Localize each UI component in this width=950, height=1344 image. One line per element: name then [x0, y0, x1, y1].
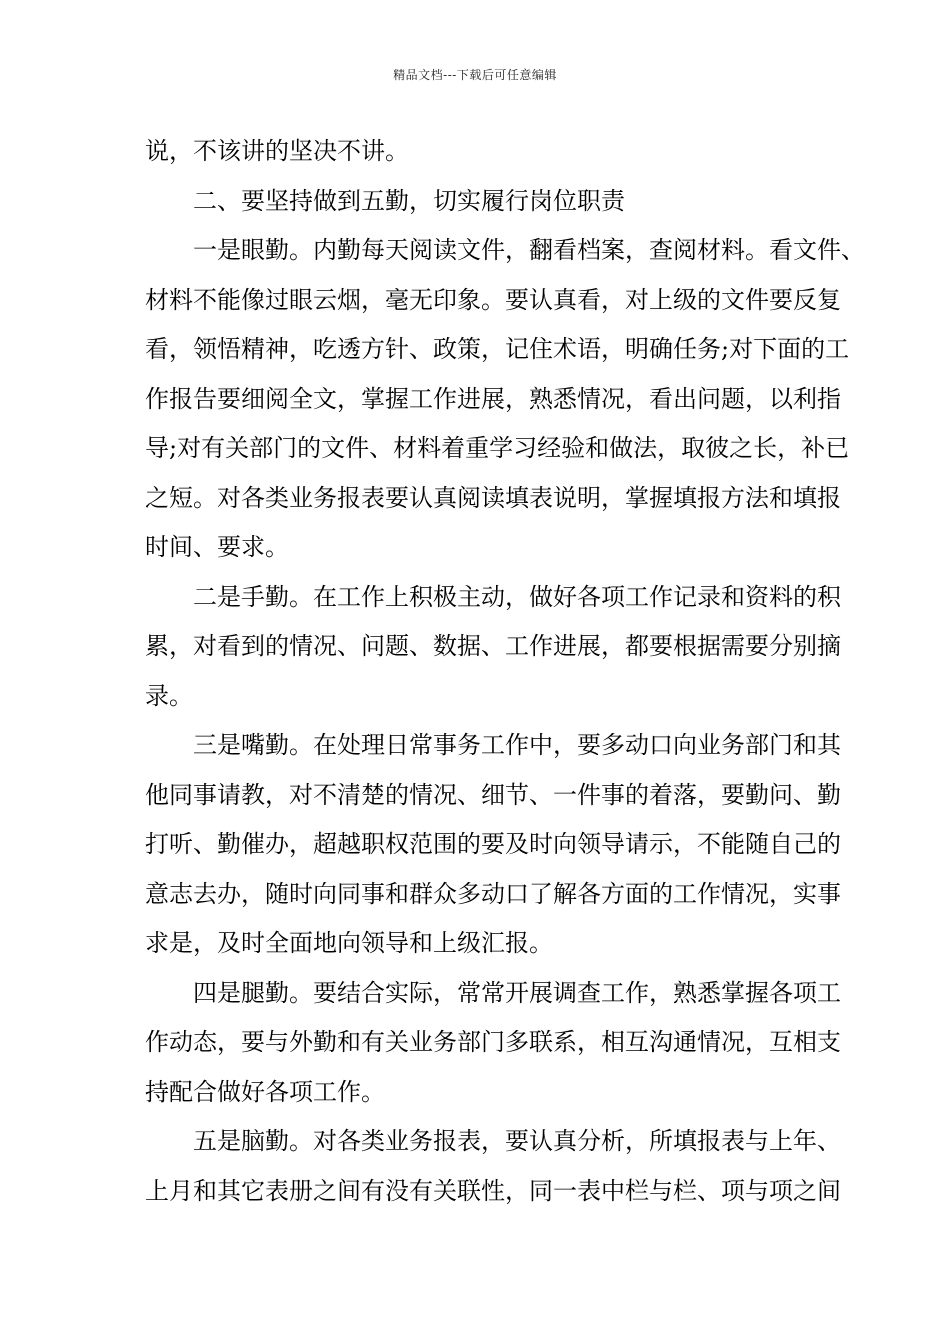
text-line: 持配合做好各项工作。: [145, 1077, 385, 1106]
text-line: 作报告要细阅全文，掌握工作进展，熟悉情况，看出问题，以利指: [145, 384, 841, 413]
text-line: 二是手勤。在工作上积极主动，做好各项工作记录和资料的积: [193, 582, 841, 611]
text-line: 上月和其它表册之间有没有关联性，同一表中栏与栏、项与项之间: [145, 1176, 841, 1205]
section-heading: 二、要坚持做到五勤，切实履行岗位职责: [193, 186, 625, 215]
text-line: 四是腿勤。要结合实际，常常开展调查工作，熟悉掌握各项工: [193, 978, 841, 1007]
text-line: 导;对有关部门的文件、材料着重学习经验和做法，取彼之长，补已: [145, 434, 850, 462]
text-line: 看，领悟精神，吃透方针、政策，记住术语，明确任务;对下面的工: [145, 335, 850, 363]
text-line: 意志去办，随时向同事和群众多动口了解各方面的工作情况，实事: [145, 879, 841, 908]
text-line: 打听、勤催办，超越职权范围的要及时向领导请示，不能随自己的: [145, 830, 841, 858]
text-line: 五是脑勤。对各类业务报表，要认真分析，所填报表与上年、: [193, 1127, 841, 1155]
text-line: 材料不能像过眼云烟，毫无印象。要认真看，对上级的文件要反复: [145, 285, 841, 314]
document-body: [145, 127, 865, 1216]
text-line: 时间、要求。: [145, 533, 289, 561]
text-line: 一是眼勤。内勤每天阅读文件，翻看档案，查阅材料。看文件、: [193, 236, 865, 264]
text-line: 之短。对各类业务报表要认真阅读填表说明，掌握填报方法和填报: [145, 483, 841, 512]
text-line: 三是嘴勤。在处理日常事务工作中，要多动口向业务部门和其: [193, 731, 841, 759]
text-line: 求是，及时全面地向领导和上级汇报。: [145, 929, 553, 957]
text-line: 作动态，要与外勤和有关业务部门多联系，相互沟通情况，互相支: [145, 1028, 841, 1056]
text-line: 累，对看到的情况、问题、数据、工作进展，都要根据需要分别摘: [145, 632, 841, 660]
text-line: 说，不该讲的坚决不讲。: [145, 137, 409, 165]
text-line: 他同事请教，对不清楚的情况、细节、一件事的着落，要勤问、勤: [145, 780, 841, 809]
page-header: 精品文档---下载后可任意编辑: [393, 68, 557, 82]
text-line: 录。: [145, 681, 193, 710]
